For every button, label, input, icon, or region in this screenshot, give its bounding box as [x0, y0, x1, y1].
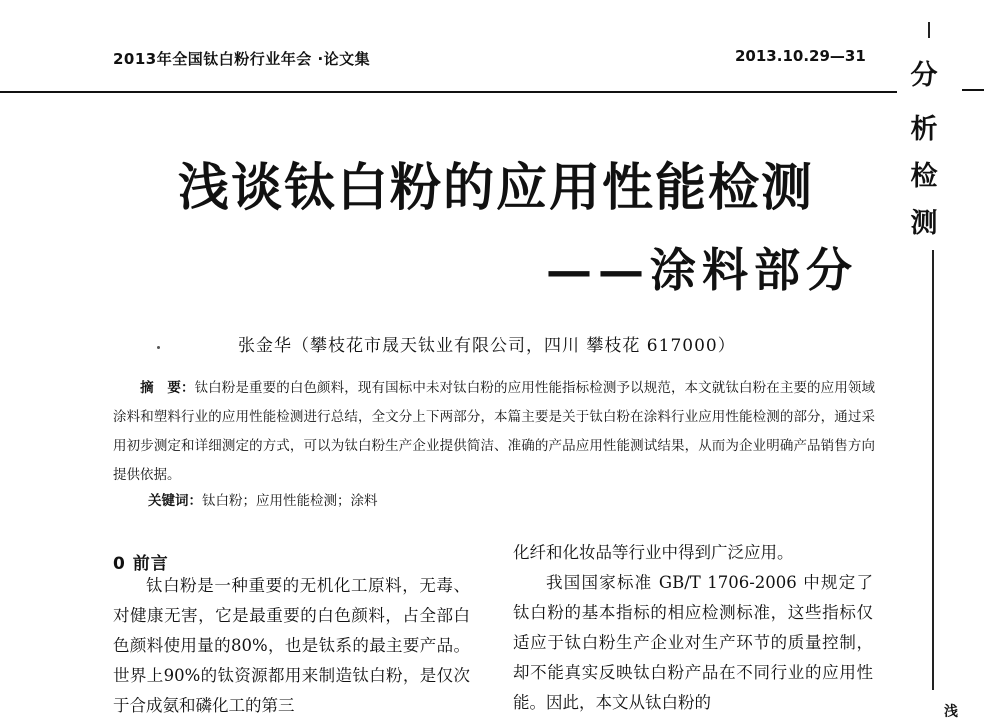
body-column-right — [513, 538, 873, 718]
keywords — [148, 489, 378, 509]
abstract-label: 摘 要： — [140, 380, 195, 396]
side-rule — [932, 250, 934, 690]
body-column-left — [113, 571, 470, 721]
side-label-char-2: 析 — [910, 114, 938, 145]
paper-subtitle: ——涂料部分 — [546, 243, 858, 297]
standard-paragraph: 我国国家标准 GB/T 1706-2006 中规定了钛白粉的基本指标的相应检测标准，这些指标仅适应于钛白粉生产企业对生产环节的质量控制，却不能真实反映钛白粉产品在不同行业的应用性能。因此，本文从钛白粉的 — [513, 573, 873, 712]
intro-paragraph: 钛白粉是一种重要的无机化工原料，无毒、对健康无害，它是最重要的白色颜料，占全部白色颜料使用量的80%，也是钛系的最主要产品。世界上90%的钛资源都用来制造钛白粉，是仅次于合成氨和磷化工的第三 — [113, 576, 470, 715]
author-affiliation: 张金华（攀枝花市晟天钛业有限公司，四川 攀枝花 617000） — [238, 336, 736, 356]
abstract-text: 钛白粉是重要的白色颜料，现有国标中未对钛白粉的应用性能指标检测予以规范，本文就钛白粉在主要的应用领域涂料和塑料行业的应用性能检测进行总结，全文分上下两部分，本篇主要是关于钛白粉在涂料行业应用性能检测的部分，通过采用初步测定和详细测定的方式，可以为钛白粉生产企业提供简洁、准确的产品应用性能测试结果，从而为企业明确产品销售方向提供依据。 — [113, 380, 876, 483]
keywords-text: 钛白粉；应用性能检测；涂料 — [202, 493, 378, 509]
continued-paragraph: 化纤和化妆品等行业中得到广泛应用。 — [513, 543, 794, 562]
paper-title: 浅谈钛白粉的应用性能检测 — [178, 159, 815, 218]
side-label-char-1: 分 — [910, 60, 938, 91]
scan-speck — [157, 346, 160, 349]
running-header-date: 2013.10.29—31 — [735, 47, 866, 65]
keywords-label: 关键词： — [148, 493, 202, 509]
abstract — [113, 374, 875, 490]
running-header-title: 2013年全国钛白粉行业年会 ·论文集 — [113, 50, 371, 68]
side-tick — [928, 22, 930, 38]
side-label-char-3: 检 — [910, 161, 938, 192]
side-label-char-4: 测 — [910, 208, 938, 239]
side-dash — [962, 89, 984, 91]
header-rule — [0, 91, 897, 93]
side-next-page-char: 浅 — [944, 704, 958, 720]
section-heading: 0 前言 — [113, 554, 169, 574]
